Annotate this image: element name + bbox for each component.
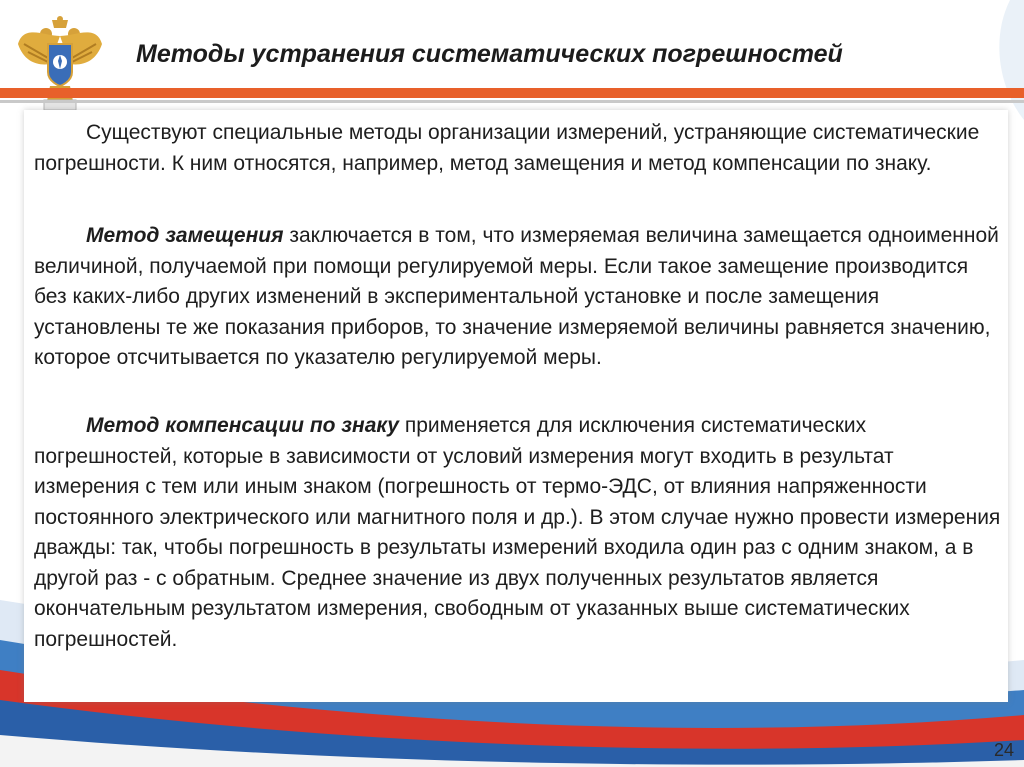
- content-panel: [24, 110, 1008, 702]
- title-underline-shadow: [0, 100, 1024, 103]
- title-underline-bar: [0, 88, 1024, 98]
- paragraph-sign-compensation-method: [34, 411, 1002, 655]
- page-number: 24: [993, 740, 1014, 760]
- sign-compensation-method-term: Метод компенсации по знаку: [86, 414, 399, 437]
- slide-title: Методы устранения систематических погрешностей: [136, 40, 843, 68]
- sign-compensation-method-text: применяется для исключения систематических погрешностей, которые в зависимости от условий измерения могут входить в результат измерения с тем или иным знаком (погрешность от термо-ЭДС, от влияния напряженности постоянного электрического или магнитного поля и др.). В этом случае нужно провести измерения дважды: так, чтобы погрешность в результаты измерений входила один раз с одним знаком, а в другой раз - с обратным. Среднее значение из двух полученных результатов является окончательным результатом измерения, свободным от указанных выше систематических погрешностей.: [34, 414, 1001, 651]
- substitution-method-term: Метод замещения: [86, 224, 284, 247]
- emblem-logo-icon: [14, 14, 106, 114]
- paragraph-intro: [34, 118, 1002, 179]
- paragraph-intro-text: Существуют специальные методы организации измерений, устраняющие систематические погрешности. К ним относятся, например, метод замещения и метод компенсации по знаку.: [34, 121, 980, 175]
- substitution-method-text: заключается в том, что измеряемая величина замещается одноименной величиной, получаемой при помощи регулируемой меры. Если такое замещение производится без каких-либо других изменений в экспериментальной установке и после замещения установлены те же показания приборов, то значение измеряемой величины равняется значению, которое отсчитывается по указателю регулируемой меры.: [34, 224, 999, 369]
- paragraph-substitution-method: [34, 221, 1002, 374]
